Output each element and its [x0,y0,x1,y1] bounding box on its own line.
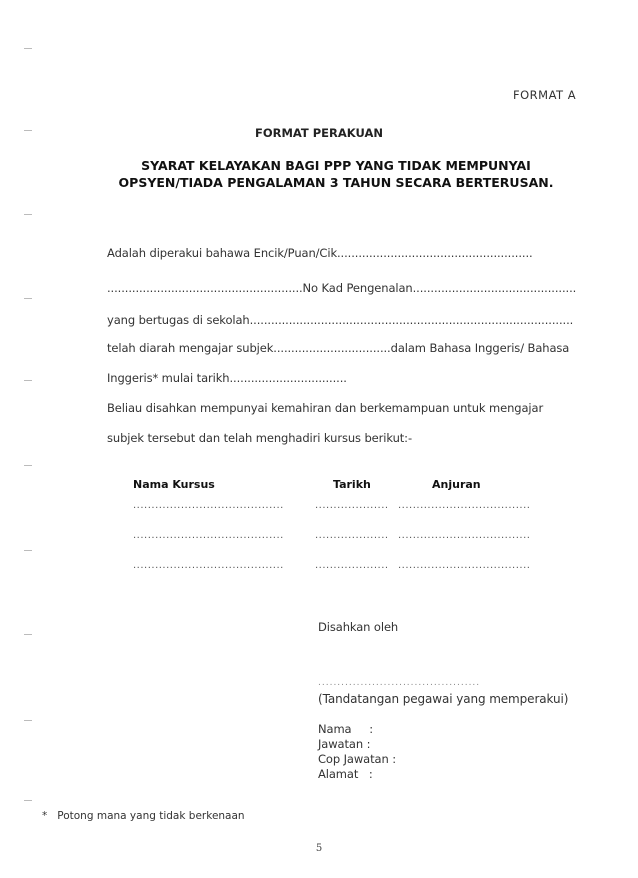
footnote: * Potong mana yang tidak berkenaan [42,810,245,822]
field-jawatan: Jawatan : [318,737,371,751]
table-cell: .................................... [398,530,531,541]
body-line-5: Inggeris* mulai tarikh................................. [107,371,347,385]
field-alamat: Alamat : [318,767,373,781]
table-cell: .................................... [398,500,531,511]
margin-mark [24,800,32,801]
document-subtitle-line1: SYARAT KELAYAKAN BAGI PPP YANG TIDAK MEMPUNYAI [141,158,531,173]
table-cell: .................... [315,560,389,571]
field-nama: Nama : [318,722,374,736]
page-number: 5 [315,843,323,854]
margin-mark [24,214,32,215]
margin-mark [24,634,32,635]
document-subtitle-line2: OPSYEN/TIADA PENGALAMAN 3 TAHUN SECARA BERTERUSAN. [118,175,554,190]
margin-mark [24,465,32,466]
column-header-anjuran: Anjuran [432,478,481,491]
margin-mark [24,550,32,551]
verified-by-label: Disahkan oleh [318,620,399,634]
margin-mark [24,720,32,721]
format-label: FORMAT A [513,88,577,102]
table-cell: .................................... [398,560,531,571]
body-line-4: telah diarah mengajar subjek.................................dalam Bahasa Inggeris/ Bahasa [107,341,570,355]
table-cell: .................... [315,530,389,541]
margin-mark [24,298,32,299]
body-line-1: Adalah diperakui bahawa Encik/Puan/Cik....................................................... [107,246,533,260]
body-line-2: .......................................................No Kad Pengenalan.............................................. [107,281,577,295]
body-line-7: subjek tersebut dan telah menghadiri kursus berikut:- [107,431,413,445]
document-title: FORMAT PERAKUAN [254,126,384,140]
table-cell: .................... [315,500,389,511]
column-header-tarikh: Tarikh [333,478,371,491]
table-cell: ......................................... [133,530,284,541]
body-line-6: Beliau disahkan mempunyai kemahiran dan berkemampuan untuk mengajar [107,401,544,415]
table-cell: ......................................... [133,500,284,511]
signature-line: .......................................... [318,678,481,688]
field-cop-jawatan: Cop Jawatan : [318,752,396,766]
margin-mark [24,380,32,381]
table-cell: ......................................... [133,560,284,571]
column-header-nama-kursus: Nama Kursus [133,478,215,491]
signature-caption: (Tandatangan pegawai yang memperakui) [318,692,569,706]
margin-mark [24,48,32,49]
body-line-3: yang bertugas di sekolah........................................................................................... [107,313,574,327]
